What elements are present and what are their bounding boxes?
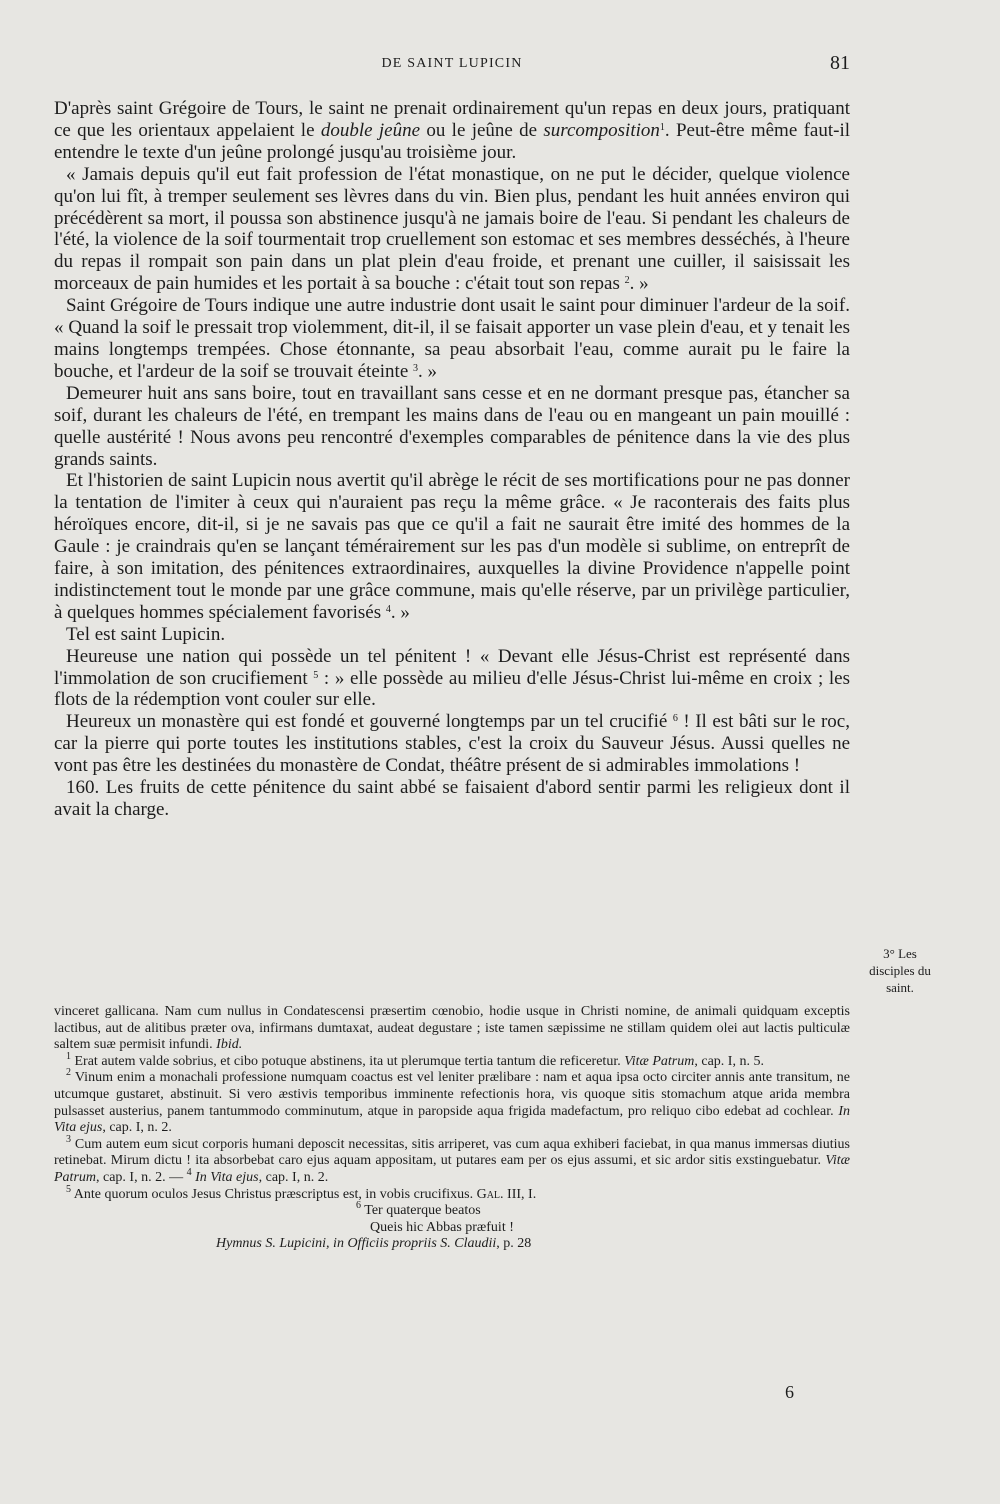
footnote — [54, 1050, 850, 1071]
italic-text: Vitæ Patrum — [624, 1053, 695, 1069]
footnote-ref: 5 — [313, 669, 319, 681]
text-run: D'après saint Grégoire de Tours, le saint ne prenait ordinairement qu'un repas en deux jours, pratiquant ce que les orientaux appelaient le — [54, 98, 850, 141]
italic-text: In Vita ejus — [54, 1103, 850, 1136]
paragraph — [54, 646, 850, 712]
italic-text: Ibid. — [216, 1037, 243, 1053]
margin-note-line: 3° Les — [883, 946, 917, 961]
paragraph — [54, 295, 850, 383]
text-run: , cap. I, n. 2. — [102, 1120, 172, 1136]
text-run: Heureux un monastère qui est fondé et gouverné longtemps par un tel crucifié — [66, 711, 673, 733]
footnote-mark: 3 — [66, 1133, 71, 1145]
text-run: , cap. I, n. 2. — [258, 1169, 329, 1185]
text-run: Cum autem eum sicut corporis humani deposcit necessitas, sitis arriperet, vas cum aqua exhiberi faciebat, in qua manus immersas diutius retinebat. Mirum dictu ! ita absorbebat caro ejus aquam appositam, ut putares eam per os ejus assumi, et sic ardor sitis exstinguebatur. — [54, 1136, 850, 1169]
footnote-continuation — [54, 1004, 850, 1054]
footnote-ref: 3 — [413, 362, 419, 374]
text-run: . Peut-être même faut-il entendre le texte d'un jeûne prolongé jusqu'au troisième jour. — [54, 119, 851, 163]
text-run: Saint Grégoire de Tours indique une autre industrie dont usait le saint pour diminuer l'ardeur de la soif. « Quand la soif le pressait trop violemment, dit-il, il se faisait apporter un vase plein d'eau, et y tenait les mains longtemps trempées. Chose étonnante, sa peau absorbait l'eau, comme aurait pu le faire la bouche, et l'ardeur de la soif se trouvait éteinte — [54, 295, 850, 382]
text-run: Erat autem valde sobrius, et cibo potuque abstinens, ita ut plerumque tertia tantum die reficeretur. — [71, 1053, 625, 1069]
footnote-mark: 4 — [186, 1166, 192, 1178]
text-run: ! Il est bâti sur le roc, car la pierre qui porte toutes les institutions stables, c'est la croix du Sauveur Jésus. Aussi quelles ne vont pas être les destinées du monastère de Condat, théâtre présent de si admirables immolations ! — [54, 711, 850, 777]
paragraph: Demeurer huit ans sans boire, tout en travaillant sans cesse et en ne dormant presque pas, étancher sa soif, durant les chaleurs de l'été, en trempant les mains dans de l'eau ou en mangeant un pain mouillé : quelle austérité ! Nous avons peu rencontré d'exemples comparables de pénitence dans la vie des plus grands saints. — [54, 382, 850, 470]
main-text — [54, 98, 850, 821]
running-title: DE SAINT LUPICIN — [381, 56, 523, 71]
text-run: . » — [418, 360, 438, 382]
text-run: , cap. I, n. 5. — [694, 1053, 764, 1069]
footnote-ref: 2 — [624, 275, 630, 287]
signature-mark: 6 — [785, 1382, 794, 1402]
margin-note-line: saint. — [886, 980, 914, 995]
paragraph — [54, 470, 850, 623]
footnote-mark: 2 — [66, 1067, 71, 1079]
text-run: ou le jeûne de — [420, 119, 544, 141]
footnote-verse — [54, 1220, 850, 1237]
text-run: . » — [390, 601, 410, 623]
footnote — [54, 1133, 850, 1187]
page-number: 81 — [830, 52, 850, 74]
text-run: Gal. — [476, 1186, 504, 1202]
paragraph: 160. Les fruits de cette pénitence du saint abbé se faisaient d'abord sentir parmi les religieux dont il avait la charge. — [54, 777, 850, 820]
text-run: vinceret gallicana. Nam cum nullus in Condatescensi præsertim cœnobio, hodie usque in Christi nomine, de animali quidquam exceptis lactibus, aut de alitibus præter ova, infirmans dumtaxat, audeat degustare ; iste tamen sæpissime ne stillam quidem olei aut lactis pulticulæ saltem suæ permisit infundi. — [54, 1004, 850, 1053]
paragraph — [54, 711, 850, 777]
footnote — [54, 1067, 850, 1136]
footnotes — [54, 1004, 850, 1253]
verse-line: Ter quaterque beatos — [361, 1203, 481, 1219]
footnote-ref: 6 — [672, 713, 678, 725]
footnote-source — [54, 1236, 850, 1253]
text-run: . » — [629, 273, 649, 295]
italic-text: double jeûne — [320, 119, 421, 141]
footnote-ref: 1 — [659, 121, 665, 133]
paragraph — [54, 98, 850, 164]
italic-text: In Vita ejus — [195, 1169, 259, 1185]
verse-line: Queis hic Abbas præfuit ! — [370, 1219, 514, 1235]
text-run: III, I. — [503, 1186, 537, 1202]
text-run: : » elle possède au milieu d'elle Jésus-Christ lui-même en croix ; les flots de la rédemption vont couler sur elle. — [54, 667, 851, 711]
footnote-mark: 1 — [66, 1050, 71, 1062]
text-run: « Jamais depuis qu'il eut fait profession de l'état monastique, on ne put le décider, quelque violence qu'on lui fît, à tremper seulement ses lèvres dans du vin. Bien plus, pendant les huit années environ qui précédèrent sa mort, il poussa son abstinence jusqu'à ne jamais boire de l'eau. Si pendant les chaleurs de l'été, la violence de la soif tourmentait trop cruellement son estomac et ses membres desséchés, à l'heure du repas il rompait son pain dans un plat plein d'eau froide, et prenant une cuiller, il saisissait les morceaux de pain humides et les portait à sa bouche : c'était tout son repas — [54, 163, 850, 295]
margin-note — [855, 945, 945, 996]
paragraph: Tel est saint Lupicin. — [66, 623, 226, 645]
italic-text: Hymnus S. Lupicini, in Officiis propriis S. Claudii — [216, 1236, 497, 1252]
text-run: Heureuse une nation qui possède un tel pénitent ! « Devant elle Jésus-Christ est représenté dans l'immolation de son crucifiement — [54, 645, 850, 689]
footnote-ref: 4 — [385, 603, 391, 615]
text-run: Et l'historien de saint Lupicin nous avertit qu'il abrège le récit de ses mortifications pour ne pas donner la tentation de l'imiter à ceux qui n'auraient pas reçu la même grâce. « Je raconterais des faits plus héroïques encore, dit-il, si je ne savais pas que ce qu'il a fait ne saurait être imité des hommes de la Gaule : je craindrais qu'en se lançant témérairement sur les pas d'un modèle si sublime, on entreprît de faire, à son imitation, des pénitences extraordinaires, auxquelles la divine Providence n'appelle point indistinctement tout le monde par une grâce commune, mais qu'elle réserve, par un privilège particulier, à quelques hommes spécialement favorisés — [54, 470, 850, 623]
footnote-mark: 6 — [356, 1200, 361, 1212]
paragraph — [54, 164, 850, 295]
text-run: Ante quorum oculos Jesus Christus præscriptus est, in vobis crucifixus. — [71, 1186, 477, 1202]
margin-note-line: disciples du — [869, 963, 931, 978]
text-run: , cap. I, n. 2. — — [96, 1169, 187, 1185]
text-run: , p. 28 — [496, 1236, 532, 1252]
italic-text: surcomposition — [543, 119, 660, 141]
footnote — [54, 1183, 850, 1204]
page-header — [54, 54, 850, 80]
footnote-verse — [54, 1200, 850, 1220]
footnote-mark: 5 — [66, 1183, 71, 1195]
italic-text: Vitæ Patrum — [54, 1153, 850, 1185]
text-run: Vinum enim a monachali professione numquam coactus est vel leniter prælibare : nam et aqua ipsa octo circiter annis ante transitum, ne utcumque gustaret, abstinuit. Si vero æstivis temporibus imminente refectionis hora, vis quoque sitis stomachum atque arida membra pulsasset austerius, panem tantummodo comminutum, atque in paropside aqua frigida madefactum, pro reliquo cibo edebat ad cochlear. — [54, 1070, 850, 1119]
